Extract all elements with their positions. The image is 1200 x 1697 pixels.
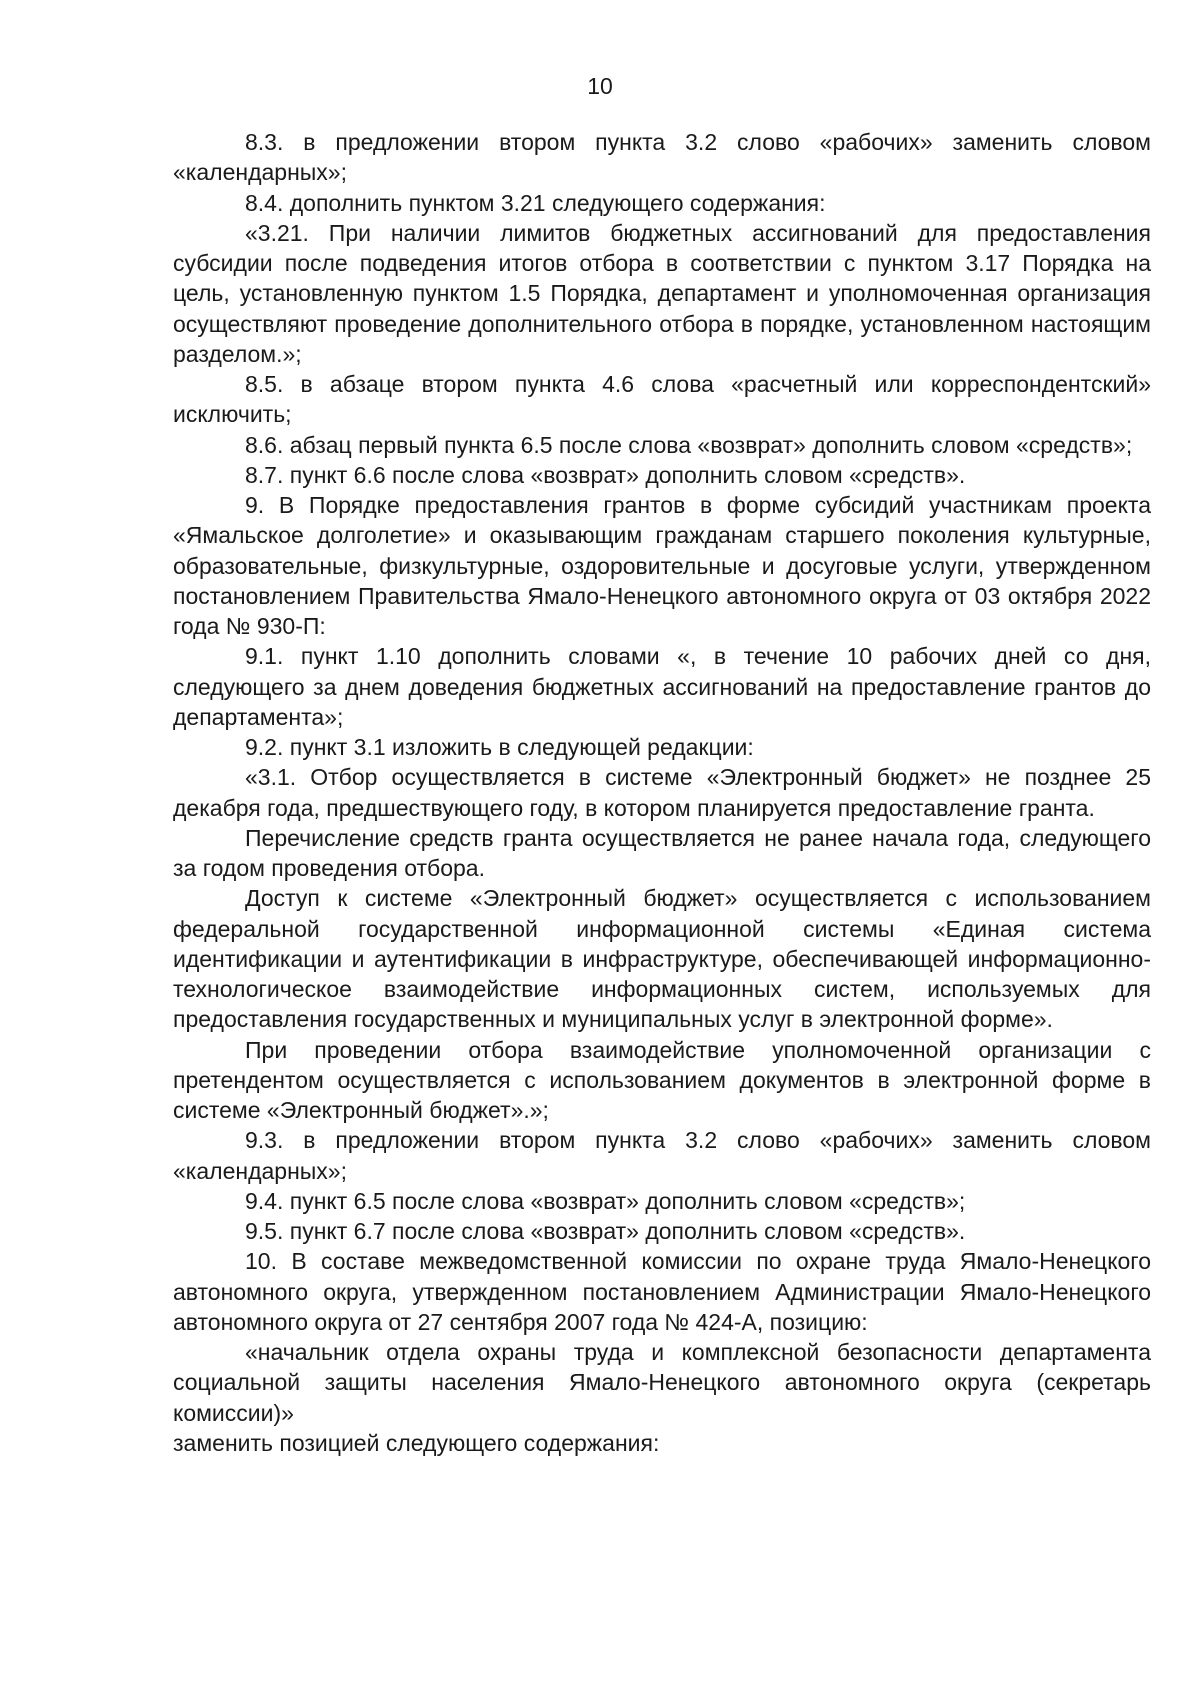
- paragraph-9-5: 9.5. пункт 6.7 после слова «возврат» дополнить словом «средств».: [245, 1218, 966, 1244]
- paragraph-3-21-quote: «3.21. При наличии лимитов бюджетных ассигнований для предоставления субсидии после подведения итогов отбора в соответствии с пунктом 3.17 Порядка на цель, установленную пунктом 1.5 Порядка, департамент и уполномоченная организация осуществляют проведение дополнительного отбора в порядке, установленном настоящим разделом.»;: [173, 219, 1151, 367]
- paragraph-10: 10. В составе межведомственной комиссии по охране труда Ямало-Ненецкого автономного округа, утвержденном постановлением Администрации Ямало-Ненецкого автономного округа от 27 сентября 2007 года № 424-А, позицию:: [173, 1248, 1151, 1335]
- paragraph-8-6: 8.6. абзац первый пункта 6.5 после слова «возврат» дополнить словом «средств»;: [245, 431, 1133, 458]
- paragraph-9: 9. В Порядке предоставления грантов в форме субсидий участникам проекта «Ямальское долголетие» и оказывающим гражданам старшего поколения культурные, образовательные, физкультурные, оздоровительные и досуговые услуги, утвержденном постановлением Правительства Ямало-Ненецкого автономного округа от 03 октября 2022 года № 930-П:: [173, 492, 1151, 639]
- paragraph-grant-transfer: Перечисление средств гранта осуществляется не ранее начала года, следующего за годом проведения отбора.: [173, 824, 1151, 881]
- paragraph-3-1-quote: «3.1. Отбор осуществляется в системе «Электронный бюджет» не позднее 25 декабря года, предшествующего году, в котором планируется предоставление гранта.: [173, 764, 1151, 821]
- paragraph-9-3: 9.3. в предложении втором пункта 3.2 слово «рабочих» заменить словом «календарных»;: [173, 1127, 1151, 1184]
- paragraph-8-5: 8.5. в абзаце втором пункта 4.6 слова «расчетный или корреспондентский» исключить;: [173, 371, 1151, 428]
- paragraph-selection-interaction: При проведении отбора взаимодействие уполномоченной организации с претендентом осуществляется с использованием документов в электронной форме в системе «Электронный бюджет».»;: [173, 1036, 1151, 1123]
- paragraph-8-7: 8.7. пункт 6.6 после слова «возврат» дополнить словом «средств».: [245, 461, 966, 488]
- paragraph-system-access: Доступ к системе «Электронный бюджет» осуществляется с использованием федеральной государственной информационной системы «Единая система идентификации и аутентификации в инфраструктуре, обеспечивающей информационно-технологическое взаимодействие информационных систем, используемых для предоставления государственных и муниципальных услуг в электронной форме».: [173, 885, 1151, 1033]
- paragraph-8-4: 8.4. дополнить пунктом 3.21 следующего содержания:: [245, 189, 826, 216]
- paragraph-9-4: 9.4. пункт 6.5 после слова «возврат» дополнить словом «средств»;: [245, 1187, 966, 1214]
- document-body: [173, 127, 1151, 1458]
- page-number: 10: [587, 73, 613, 99]
- paragraph-position-quote: «начальник отдела охраны труда и комплексной безопасности департамента социальной защиты населения Ямало-Ненецкого автономного округа (секретарь комиссии)»: [173, 1339, 1151, 1426]
- paragraph-replace-position: заменить позицией следующего содержания:: [173, 1429, 660, 1456]
- paragraph-9-2: 9.2. пункт 3.1 изложить в следующей редакции:: [245, 734, 754, 760]
- paragraph-9-1: 9.1. пункт 1.10 дополнить словами «, в течение 10 рабочих дней со дня, следующего за днем доведения бюджетных ассигнований на предоставление грантов до департамента»;: [173, 643, 1151, 730]
- paragraph-8-3: 8.3. в предложении втором пункта 3.2 слово «рабочих» заменить словом «календарных»;: [173, 129, 1151, 186]
